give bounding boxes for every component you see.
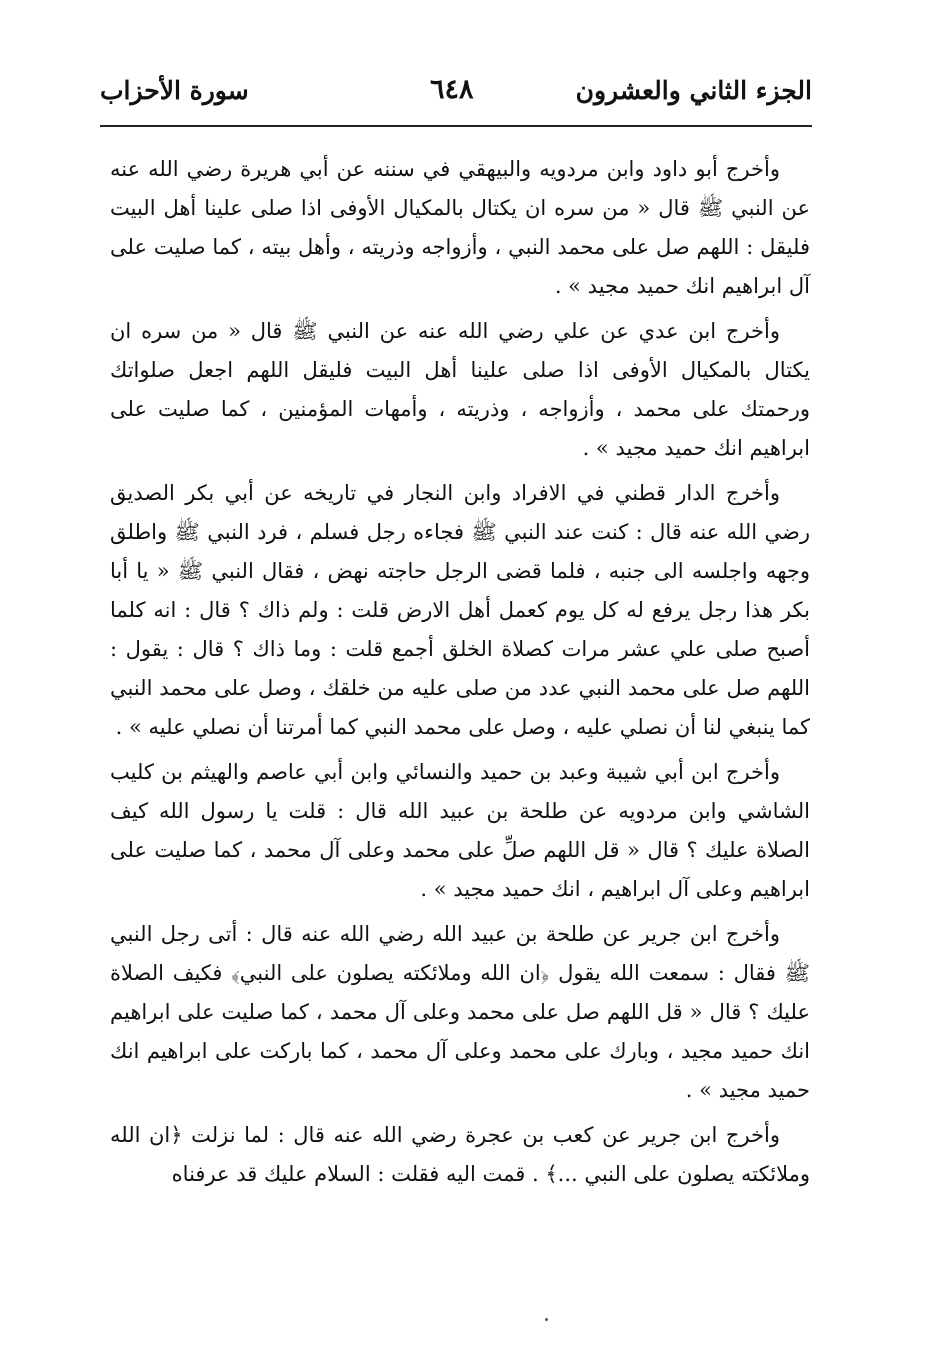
page-number: ٦٤٨ (430, 74, 474, 105)
header-divider (100, 125, 812, 127)
page-header (100, 70, 812, 120)
surah-title: سورة الأحزاب (100, 76, 249, 105)
page-body (110, 150, 810, 1250)
paragraph: وأخرج ابن جرير عن طلحة بن عبيد الله رضي الله عنه قال : أتى رجل النبي ﷺ فقال : سمعت الله يقول ﴿ان الله وملائكته يصلون على النبي﴾ فكيف الصلاة عليك ؟ قال « قل اللهم صل على محمد وعلى آل محمد ، كما صليت على ابراهيم انك حميد مجيد ، وبارك على محمد وعلى آل محمد ، كما باركت على ابراهيم انك حميد مجيد » . (110, 922, 810, 1102)
scan-speck (545, 1318, 548, 1321)
paragraph: وأخرج ابن عدي عن علي رضي الله عنه عن النبي ﷺ قال « من سره ان يكتال بالمكيال الأوفى اذا صلى علينا أهل البيت فليقل اللهم اجعل صلواتك ورحمتك على محمد ، وأزواجه ، وذريته ، وأمهات المؤمنين ، كما صليت على ابراهيم انك حميد مجيد » . (110, 319, 810, 460)
paragraph: وأخرج الدار قطني في الافراد وابن النجار في تاريخه عن أبي بكر الصديق رضي الله عنه قال : كنت عند النبي ﷺ فجاءه رجل فسلم ، فرد النبي ﷺ واطلق وجهه واجلسه الى جنبه ، فلما قضى الرجل حاجته نهض ، فقال النبي ﷺ « يا أبا بكر هذا رجل يرفع له كل يوم كعمل أهل الارض قلت : ولم ذاك ؟ قال : انه كلما أصبح صلى علي عشر مرات كصلاة الخلق أجمع قلت : وما ذاك ؟ قال : يقول : اللهم صل على محمد النبي عدد من صلى عليه من خلقك ، وصل على محمد النبي كما ينبغي لنا أن نصلي عليه ، وصل على محمد النبي كما أمرتنا أن نصلي عليه » . (110, 481, 810, 739)
part-title: الجزء الثاني والعشرون (575, 76, 812, 105)
paragraph: وأخرج ابن أبي شيبة وعبد بن حميد والنسائي وابن أبي عاصم والهيثم بن كليب الشاشي وابن مردويه عن طلحة بن عبيد الله قال : قلت يا رسول الله كيف الصلاة عليك ؟ قال « قل اللهم صلِّ على محمد وعلى آل محمد ، كما صليت على ابراهيم وعلى آل ابراهيم ، انك حميد مجيد » . (110, 760, 810, 901)
paragraph: وأخرج أبو داود وابن مردويه والبيهقي في سننه عن أبي هريرة رضي الله عنه عن النبي ﷺ قال « من سره ان يكتال بالمكيال الأوفى اذا صلى علينا أهل البيت فليقل : اللهم صل على محمد النبي ، وأزواجه وذريته ، وأهل بيته ، كما صليت على آل ابراهيم انك حميد مجيد » . (110, 157, 810, 298)
paragraph: وأخرج ابن جرير عن كعب بن عجرة رضي الله عنه قال : لما نزلت ﴿ان الله وملائكته يصلون على النبي ...﴾ . قمت اليه فقلت : السلام عليك قد عرفناه (110, 1123, 810, 1186)
